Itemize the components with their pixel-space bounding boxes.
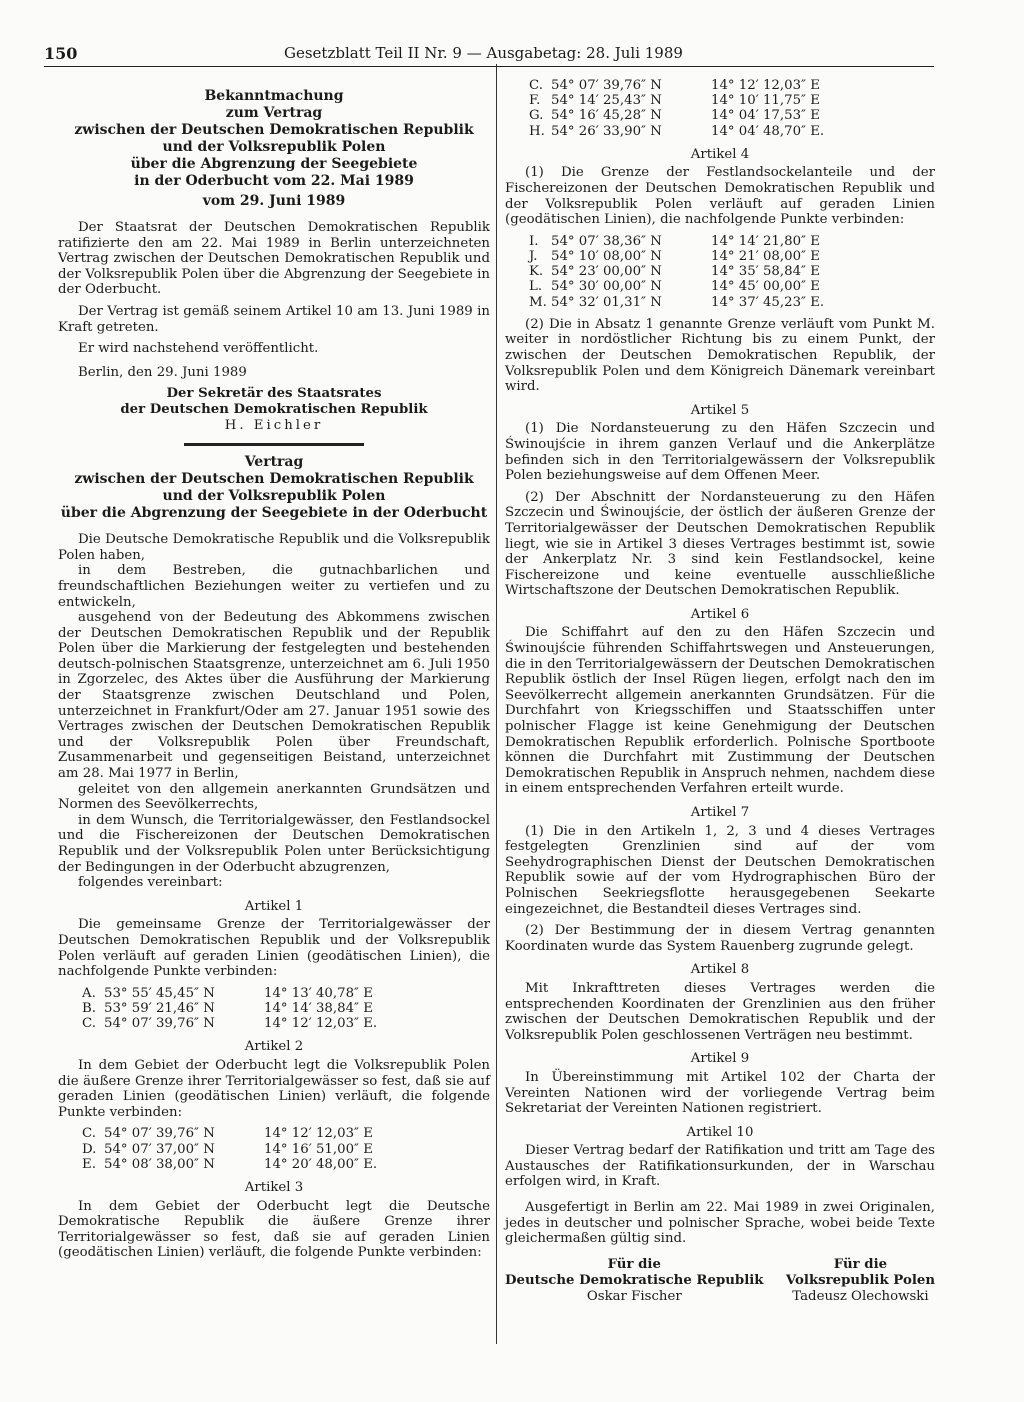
signatory-title: der Deutschen Demokratischen Republik bbox=[120, 401, 428, 417]
article-heading: Artikel 10 bbox=[686, 1124, 754, 1140]
coordinate-row: K. 54° 23′ 00,00″ N 14° 35′ 58,84″ E bbox=[529, 264, 820, 280]
article-heading: Artikel 7 bbox=[690, 805, 750, 821]
article-heading: Artikel 6 bbox=[690, 606, 750, 622]
article-heading: Artikel 9 bbox=[690, 1051, 750, 1067]
running-title: Gesetzblatt Teil II Nr. 9 — Ausgabetag: 28. Juli 1989 bbox=[284, 44, 683, 62]
coordinate-row: C. 54° 07′ 39,76″ N 14° 12′ 12,03″ E bbox=[529, 78, 820, 93]
column-divider bbox=[496, 64, 497, 1344]
signature-block bbox=[505, 1257, 935, 1305]
coordinate-row: B. 53° 59′ 21,46″ N 14° 14′ 38,84″ E bbox=[82, 1000, 373, 1016]
treaty-title-line: über die Abgrenzung der Seegebiete in der Oderbucht bbox=[60, 505, 488, 522]
right-column bbox=[505, 70, 935, 1340]
closing-clause: Ausgefertigt in Berlin am 22. Mai 1989 in zwei Originalen, jedes in deutscher und polnischer Sprache, wobei beide Texte gleichermaßen gültig sind. bbox=[505, 1200, 935, 1247]
article-2-text: In dem Gebiet der Oderbucht legt die Volksrepublik Polen die äußere Grenze ihrer Territorialgewässer so fest, daß sie auf geraden Linien (geodätischen Linien) verläuft, die folgende Punkte verbinden: bbox=[58, 1057, 490, 1120]
preamble-paragraph: in dem Wunsch, die Territorialgewässer, den Festlandsockel und die Fischereizonen der Deutschen Demokratischen Republik und der Volksrepublik Polen unter Berücksichtigung der Bedingungen in der Oderbucht abzugrenzen, bbox=[58, 812, 490, 875]
signature-for: Für die bbox=[607, 1256, 661, 1272]
coordinate-row: E. 54° 08′ 38,00″ N 14° 20′ 48,00″ E. bbox=[82, 1156, 378, 1172]
announcement-title bbox=[58, 88, 490, 210]
article-5-text-2: (2) Der Abschnitt der Nordansteuerung zu den Häfen Szczecin und Świnoujście, der östlich der äußeren Grenze der Territorialgewässer der Deutschen Demokratischen Republik liegt, wie sie in Artikel 3 dieses Vertrages bestimmt ist, sowie der Ankerplatz Nr. 3 sind kein Festlandsockel, keine Fischereizone und keine eventuelle ausschließliche Wirtschaftszone der Deutschen Demokratischen Republik. bbox=[505, 489, 935, 599]
article-2-points bbox=[82, 1126, 377, 1172]
signature-for: Für die bbox=[833, 1256, 888, 1272]
article-heading: Artikel 2 bbox=[244, 1039, 304, 1055]
treaty-title bbox=[58, 454, 490, 522]
article-4-points bbox=[529, 234, 824, 310]
coordinate-row: J. 54° 10′ 08,00″ N 14° 21′ 08,00″ E bbox=[529, 248, 820, 264]
article-4-text-2: (2) Die in Absatz 1 genannte Grenze verläuft vom Punkt M. weiter in nordöstlicher Richtung bis zu einem Punkt, der zwischen der Deutschen Demokratischen Republik, der Volksrepublik Polen und dem Königreich Dänemark vereinbart wird. bbox=[505, 316, 935, 395]
article-heading: Artikel 8 bbox=[690, 962, 750, 978]
signature-ddr bbox=[505, 1257, 764, 1305]
coordinate-row: L. 54° 30′ 00,00″ N 14° 45′ 00,00″ E bbox=[529, 279, 820, 295]
signature-state: Deutsche Demokratische Republik bbox=[505, 1272, 764, 1288]
left-column bbox=[58, 70, 490, 1340]
article-1-text: Die gemeinsame Grenze der Territorialgewässer der Deutschen Demokratischen Republik und der Volksrepublik Polen verläuft auf geraden Linien (geodätischen Linien), die nachfolgende Punkte verbinden: bbox=[58, 917, 490, 980]
article-6-text: Die Schiffahrt auf den zu den Häfen Szczecin und Świnoujście führenden Schiffahrtswegen und Ansteuerungen, die in den Territorialgewässern der Deutschen Demokratischen Republik östlich der Insel Rügen liegen, erfolgt nach den im Seevölkerrecht allgemein anerkannten Grundsätzen. Für die Durchfahrt von Kriegsschiffen und Staatsschiffen unter polnischer Flagge ist keine Genehmigung der Deutschen Demokratischen Republik erforderlich. Polnische Sportboote können die Durchfahrt mit Zustimmung der Deutschen Demokratischen Republik in Anspruch nehmen, nachdem diese in einem entsprechenden Verfahren erteilt wurde. bbox=[505, 625, 935, 797]
announcement-paragraph: Der Vertrag ist gemäß seinem Artikel 10 am 13. Juni 1989 in Kraft getreten. bbox=[58, 303, 490, 335]
preamble-paragraph: ausgehend von der Bedeutung des Abkommens zwischen der Deutschen Demokratischen Republik und der Republik Polen über die Markierung der festgelegten und bestehenden deutsch-polnischen Staatsgrenze, unterzeichnet am 6. Juli 1950 in Zgorzelec, des Aktes über die Ausführung der Markierung der Staatsgrenze zwischen Deutschland und Polen, unterzeichnet in Frankfurt/Oder am 27. Januar 1951 sowie des Vertrages zwischen der Deutschen Demokratischen Republik und der Volksrepublik Polen über Freundschaft, Zusammenarbeit und gegenseitigen Beistand, unterzeichnet am 28. Mai 1977 in Berlin, bbox=[58, 610, 490, 782]
article-heading: Artikel 3 bbox=[244, 1179, 304, 1195]
signature-state: Volksrepublik Polen bbox=[785, 1272, 935, 1288]
page-header bbox=[44, 44, 934, 67]
announcement-paragraph: Der Staatsrat der Deutschen Demokratischen Republik ratifizierte den am 22. Mai 1989 in Berlin unterzeichneten Vertrag zwischen der Deutschen Demokratischen Republik und der Volksrepublik Polen über die Abgrenzung der Seegebiete in der Oderbucht. bbox=[58, 220, 490, 298]
article-5-text-1: (1) Die Nordansteuerung zu den Häfen Szczecin und Świnoujście in ihrem ganzen Verlauf und die Ankerplätze befinden sich in den Territorialgewässern der Volksrepublik Polen beziehungsweise auf dem Offenen Meer. bbox=[505, 421, 935, 484]
article-7-text-1: (1) Die in den Artikeln 1, 2, 3 und 4 dieses Vertrages festgelegten Grenzlinien sind auf der vom Seehydrographischen Dienst der Deutschen Demokratischen Republik sowie auf der vom Hydrographischen Büro der Polnischen Seekriegsflotte herausgegebenen Seekarte eingezeichnet, die Bestandteil dieses Vertrages sind. bbox=[505, 823, 935, 917]
coordinate-row: C. 54° 07′ 39,76″ N 14° 12′ 12,03″ E. bbox=[82, 1016, 378, 1032]
announcement-title-line: Bekanntmachung bbox=[204, 88, 344, 104]
coordinate-row: G. 54° 16′ 45,28″ N 14° 04′ 17,53″ E bbox=[529, 108, 820, 124]
coordinate-row: C. 54° 07′ 39,76″ N 14° 12′ 12,03″ E bbox=[82, 1126, 373, 1142]
page-number: 150 bbox=[44, 44, 78, 63]
article-10-text: Dieser Vertrag bedarf der Ratifikation und tritt am Tage des Austausches der Ratifikationsurkunden, der in Warschau erfolgen wird, in Kraft. bbox=[505, 1143, 935, 1190]
article-3-text: In dem Gebiet der Oderbucht legt die Deutsche Demokratische Republik die äußere Grenze ihrer Territorialgewässer so fest, daß sie auf geraden Linien (geodätischen Linien) verläuft, die folgende Punkte verbinden: bbox=[58, 1198, 490, 1261]
treaty-title-line: Vertrag bbox=[244, 454, 304, 471]
announcement-title-line: über die Abgrenzung der Seegebiete bbox=[130, 156, 418, 172]
article-heading: Artikel 4 bbox=[690, 146, 750, 162]
coordinate-row: I. 54° 07′ 38,36″ N 14° 14′ 21,80″ E bbox=[529, 233, 820, 249]
coordinate-row: A. 53° 55′ 45,45″ N 14° 13′ 40,78″ E bbox=[82, 985, 373, 1001]
article-3-points bbox=[529, 78, 824, 139]
announcement-title-line: zum Vertrag bbox=[225, 105, 323, 121]
preamble-paragraph: geleitet von den allgemein anerkannten Grundsätzen und Normen des Seevölkerrechts, bbox=[58, 781, 490, 813]
treaty-title-line: und der Volksrepublik Polen bbox=[162, 488, 386, 505]
article-4-text-1: (1) Die Grenze der Festlandsockelanteile und der Fischereizonen der Deutschen Demokratischen Republik und der Volksrepublik Polen verläuft auf geraden Linien (geodätischen Linien), die nachfolgende Punkte verbinden: bbox=[505, 165, 935, 228]
signatory-name: H. Eichler bbox=[224, 417, 324, 433]
preamble-paragraph: in dem Bestreben, die gutnachbarlichen und freundschaftlichen Beziehungen weiter zu vertiefen und zu entwickeln, bbox=[58, 563, 490, 610]
announcement-date: vom 29. Juni 1989 bbox=[202, 193, 346, 209]
treaty-title-line: zwischen der Deutschen Demokratischen Republik bbox=[74, 471, 474, 488]
preamble-paragraph: folgendes vereinbart: bbox=[78, 875, 223, 891]
preamble-paragraph: Die Deutsche Demokratische Republik und die Volksrepublik Polen haben, bbox=[58, 532, 490, 563]
signature-pl bbox=[786, 1257, 935, 1305]
coordinate-row: F. 54° 14′ 25,43″ N 14° 10′ 11,75″ E bbox=[529, 93, 820, 109]
article-heading: Artikel 1 bbox=[244, 898, 304, 914]
announcement-title-line: zwischen der Deutschen Demokratischen Republik bbox=[74, 122, 474, 138]
announcement-paragraph: Er wird nachstehend veröffentlicht. bbox=[78, 341, 319, 357]
signature-name: Oskar Fischer bbox=[586, 1288, 682, 1304]
coordinate-row: D. 54° 07′ 37,00″ N 14° 16′ 51,00″ E bbox=[82, 1141, 373, 1157]
announcement-title-line: und der Volksrepublik Polen bbox=[162, 139, 386, 155]
article-1-points bbox=[82, 986, 377, 1032]
announcement-title-line: in der Oderbucht vom 22. Mai 1989 bbox=[134, 173, 414, 189]
article-heading: Artikel 5 bbox=[690, 402, 750, 418]
place-date: Berlin, den 29. Juni 1989 bbox=[78, 364, 247, 380]
signature-name: Tadeusz Olechowski bbox=[792, 1288, 929, 1304]
article-7-text-2: (2) Der Bestimmung der in diesem Vertrag genannten Koordinaten wurde das System Rauenberg zugrunde gelegt. bbox=[505, 923, 935, 954]
section-rule bbox=[184, 443, 364, 446]
signatory-title: Der Sekretär des Staatsrates bbox=[166, 386, 382, 402]
article-8-text: Mit Inkrafttreten dieses Vertrages werden die entsprechenden Koordinaten der Grenzlinien aus den früher zwischen der Deutschen Demokratischen Republik und der Volksrepublik Polen geschlossenen Verträgen neu bestimmt. bbox=[505, 980, 935, 1043]
coordinate-row: H. 54° 26′ 33,90″ N 14° 04′ 48,70″ E. bbox=[529, 123, 825, 139]
coordinate-row: M. 54° 32′ 01,31″ N 14° 37′ 45,23″ E. bbox=[529, 294, 825, 310]
article-9-text: In Übereinstimmung mit Artikel 102 der Charta der Vereinten Nationen wird der vorliegende Vertrag beim Sekretariat der Vereinten Nationen registriert. bbox=[505, 1069, 935, 1117]
